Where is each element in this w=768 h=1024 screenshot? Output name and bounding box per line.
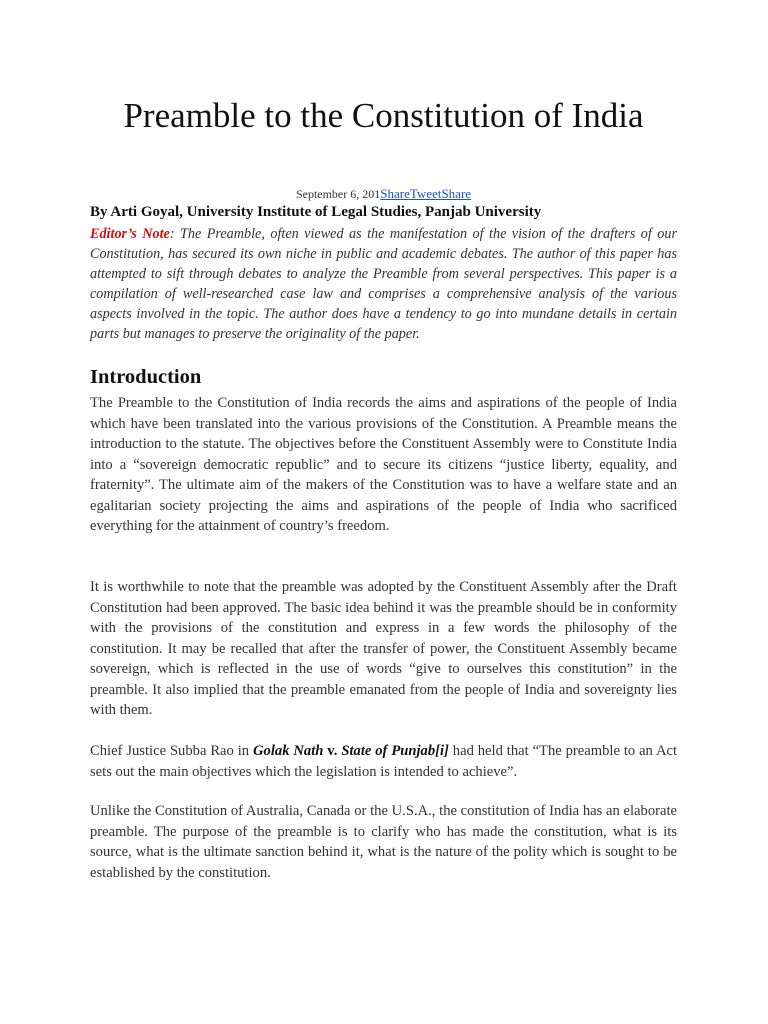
share-link[interactable]: Share [380, 186, 410, 201]
case-party-golak-nath: Golak Nath [253, 743, 324, 759]
case-party-state-of-punjab[interactable]: State of Punjab[i] [341, 743, 449, 759]
publish-date: September 6, 201 [295, 187, 381, 201]
case-lead-text: Chief Justice Subba Rao in [90, 743, 253, 759]
editors-note-label: Editor’s Note [90, 226, 170, 242]
section-heading-introduction: Introduction [90, 366, 202, 388]
body-paragraph-closing: Unlike the Constitution of Australia, Canada or the U.S.A., the constitution of India has an elaborate preamble. The purpose of the preamble is to clarify who has made the constitution, what is its source, what is the ultimate sanction behind it, what is the nature of the polity which is sought to be established by the constitution. [90, 803, 677, 881]
page-title: Preamble to the Constitution of India [123, 96, 644, 135]
body-paragraph: The Preamble to the Constitution of India records the aims and aspirations of the people of India which have been translated into the various provisions of the Constitution. A Preamble means the introduction to the statute. The objectives before the Constituent Assembly were to Constitute India into a “sovereign democratic republic” and to secure its citizens “justice liberty, equality, and fraternity”. The ultimate aim of the makers of the Constitution was to have a welfare state and an egalitarian society projecting the aims and aspirations of the people of India who sacrificed everything for the attainment of country’s freedom. [90, 395, 677, 534]
author-byline: By Arti Goyal, University Institute of Legal Studies, Panjab University [90, 204, 542, 220]
body-paragraph: It is worthwhile to note that the preamble was adopted by the Constituent Assembly after the Draft Constitution had been approved. The basic idea behind it was the preamble should be in conformity with the provisions of the constitution and express in a few words the philosophy of the constitution. It may be recalled that after the transfer of power, the Constituent Assembly became sovereign, which is reflected in the use of words “give to ourselves this constitution” in the preamble. It also implied that the preamble emanated from the people of India and sovereignty lies with them. [90, 579, 677, 718]
dateline [90, 186, 677, 202]
tweet-link[interactable]: Tweet [409, 186, 442, 201]
case-paragraph [90, 741, 677, 782]
case-tail-text: had held that “The preamble to an Act sets out the main objectives which the legislation is intended to achieve”. [90, 743, 678, 780]
editors-note-text: : The Preamble, often viewed as the manifestation of the vision of the drafters of our Constitution, has secured its own niche in public and academic debates. The author of this paper has attempted to sift through debates to analyze the Preamble from several perspectives. This paper is a compilation of well-researched case law and comprises a comprehensive analysis of the various aspects involved in the topic. The author does have a tendency to go into mundane details in certain parts but manages to preserve the originality of the paper. [90, 226, 677, 342]
editors-note [90, 224, 677, 344]
share-link-2[interactable]: Share [441, 186, 472, 201]
case-versus: v. [323, 743, 342, 759]
